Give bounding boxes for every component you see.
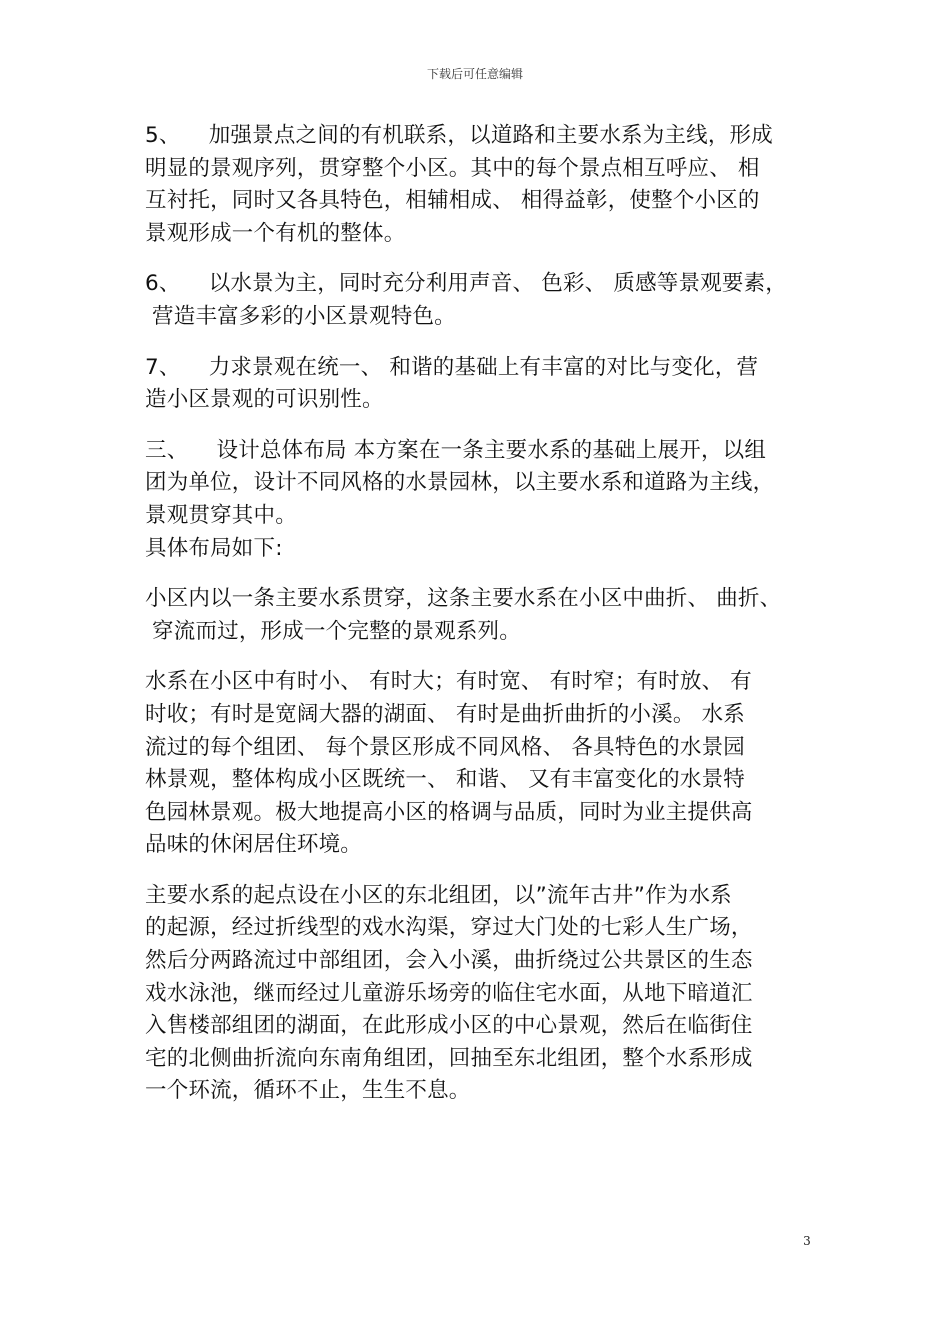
page-number: 3 — [803, 1234, 811, 1248]
paragraph-5: 5、 加强景点之间的有机联系，以道路和主要水系为主线，形成 明显的景观序列，贯穿整个小区。其中的每个景点相互呼应、 相 互衬托，同时又各具特色，相辅相成、 相得益彰，使整个小区的 景观形成一个有机的整体。 — [145, 123, 773, 246]
paragraph-main-water-system: 小区内以一条主要水系贯穿，这条主要水系在小区中曲折、 曲折、 穿流而过，形成一个完整的景观系列。 — [145, 586, 782, 644]
paragraph-7: 7、 力求景观在统一、 和谐的基础上有丰富的对比与变化，营 造小区景观的可识别性。 — [145, 354, 759, 413]
paragraph-water-variation: 水系在小区中有时小、 有时大；有时宽、 有时窄；有时放、 有 时收；有时是宽阔大器的湖面、 有时是曲折曲折的小溪。 水系 流过的每个组团、 每个景区形成不同风格、 各具特色的水景园 林景观，整体构成小区既统一、 和谐、 又有丰富变化的水景特 色园林景观。极大地提高小区的格调与品质，同时为业主提供高 品味的休闲居住环境。 — [145, 669, 753, 858]
document-body — [145, 120, 825, 1126]
page-header: 下载后可任意编辑 — [426, 67, 523, 81]
section-3-layout: 三、 设计总体布局 本方案在一条主要水系的基础上展开，以组 团为单位，设计不同风格的水景园林，以主要水系和道路为主线， 景观贯穿其中。 — [145, 437, 775, 528]
paragraph-6: 6、 以水景为主，同时充分利用声音、 色彩、 质感等景观要素， 营造丰富多彩的小区景观特色。 — [145, 271, 787, 329]
paragraph-water-route: 主要水系的起点设在小区的东北组团，以”流年古井”作为水系 的起源，经过折线型的戏水沟渠，穿过大门处的七彩人生广场， 然后分两路流过中部组团，会入小溪，曲折绕过公共景区的生态 戏水泳池，继而经过儿童游乐场旁的临住宅水面，从地下暗道汇 入售楼部组团的湖面，在此形成小区的中心景观，然后在临街住 宅的北侧曲折流向东南角组团，回抽至东北组团，整个水系形成 一个环流，循环不止，生生不息。 — [145, 882, 753, 1104]
layout-intro: 具体布局如下: — [145, 535, 283, 561]
